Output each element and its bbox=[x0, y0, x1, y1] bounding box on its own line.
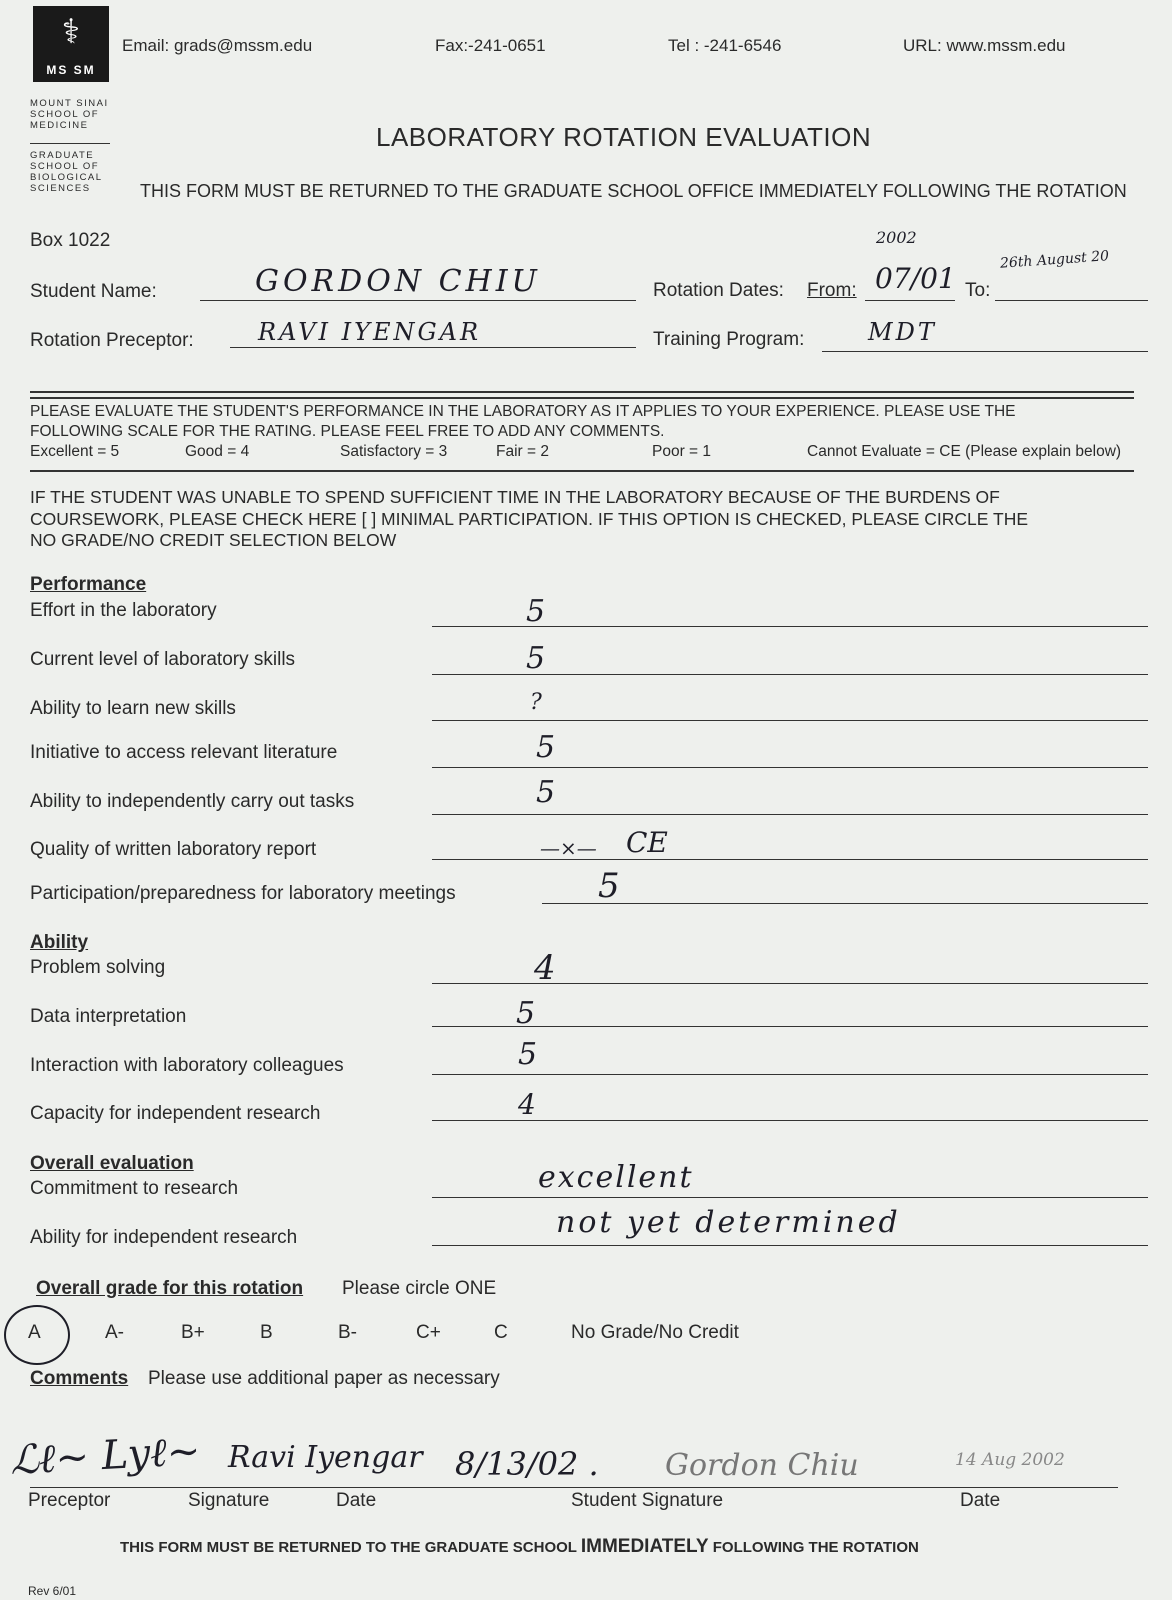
scale-poor: Poor = 1 bbox=[652, 443, 712, 460]
comments-instruction: Please use additional paper as necessary bbox=[148, 1368, 500, 1389]
grade-option-b-minus[interactable]: B- bbox=[338, 1322, 357, 1343]
to-label: To: bbox=[965, 280, 991, 301]
from-label: From: bbox=[807, 280, 857, 301]
overall-ability-value: not yet determined bbox=[556, 1205, 901, 1240]
year-note: 2002 bbox=[876, 228, 917, 247]
overall-commitment-value: excellent bbox=[538, 1160, 694, 1195]
graduate-school-name: GRADUATE SCHOOL OF BIOLOGICAL SCIENCES bbox=[30, 150, 103, 194]
form-title: LABORATORY ROTATION EVALUATION bbox=[376, 122, 872, 152]
perf-report-value: CE bbox=[626, 826, 668, 859]
ability-problem-value: 4 bbox=[534, 948, 556, 988]
ability-problem-label: Problem solving bbox=[30, 957, 166, 978]
scale-cannot-evaluate: Cannot Evaluate = CE (Please explain below) bbox=[807, 443, 1122, 460]
grade-option-a-minus[interactable]: A- bbox=[105, 1322, 124, 1343]
preceptor-label: Rotation Preceptor: bbox=[30, 330, 194, 351]
perf-meetings-value: 5 bbox=[598, 866, 620, 906]
preceptor-value: RAVI IYENGAR bbox=[258, 318, 482, 346]
student-name-label: Student Name: bbox=[30, 281, 157, 302]
perf-report-label: Quality of written laboratory report bbox=[30, 839, 317, 860]
preceptor-signature: ℒℓ~ Lyℓ~ bbox=[8, 1428, 202, 1484]
ability-interaction-label: Interaction with laboratory colleagues bbox=[30, 1055, 344, 1076]
overall-commitment-label: Commitment to research bbox=[30, 1178, 239, 1199]
grade-option-no-grade[interactable]: No Grade/No Credit bbox=[571, 1322, 739, 1343]
instructions-line-1: PLEASE EVALUATE THE STUDENT'S PERFORMANCE IN THE LABORATORY AS IT APPLIES TO YOUR EXPERIENCE. PLEASE USE THE bbox=[30, 403, 1016, 420]
grade-option-a[interactable]: A bbox=[28, 1322, 41, 1343]
signature-label: Signature bbox=[188, 1490, 270, 1511]
ability-data-label: Data interpretation bbox=[30, 1006, 187, 1027]
student-name-value: GORDON CHIU bbox=[255, 264, 541, 299]
grade-option-b[interactable]: B bbox=[260, 1322, 273, 1343]
preceptor-sig-label: Preceptor bbox=[28, 1490, 111, 1511]
student-signature-label: Student Signature bbox=[571, 1490, 724, 1511]
contact-url: URL: www.mssm.edu bbox=[903, 36, 1066, 55]
overall-ability-label: Ability for independent research bbox=[30, 1227, 298, 1248]
grade-instruction: Please circle ONE bbox=[342, 1278, 497, 1299]
grade-option-c[interactable]: C bbox=[494, 1322, 508, 1343]
box-number: Box 1022 bbox=[30, 230, 111, 251]
overall-heading: Overall evaluation bbox=[30, 1153, 194, 1174]
grade-heading: Overall grade for this rotation bbox=[36, 1278, 304, 1299]
minimal-line-2: COURSEWORK, PLEASE CHECK HERE [ ] MINIMAL PARTICIPATION. IF THIS OPTION IS CHECKED, PLEASE CIRCLE THE bbox=[30, 509, 1029, 529]
perf-skills-value: 5 bbox=[526, 641, 546, 676]
scale-excellent: Excellent = 5 bbox=[30, 443, 120, 460]
perf-tasks-label: Ability to independently carry out tasks bbox=[30, 791, 355, 812]
preceptor-sign-date: 8/13/02 . bbox=[455, 1445, 599, 1483]
scale-good: Good = 4 bbox=[185, 443, 250, 460]
scale-fair: Fair = 2 bbox=[496, 443, 549, 460]
revision-label: Rev 6/01 bbox=[28, 1584, 77, 1598]
date-label: Date bbox=[336, 1490, 377, 1511]
student-date-label: Date bbox=[960, 1490, 1001, 1511]
grade-option-b-plus[interactable]: B+ bbox=[181, 1322, 205, 1343]
contact-fax: Fax:-241-0651 bbox=[435, 36, 546, 55]
perf-effort-value: 5 bbox=[526, 594, 546, 629]
ability-data-value: 5 bbox=[516, 996, 536, 1031]
preceptor-printed-name: Ravi Iyengar bbox=[228, 1440, 423, 1475]
school-name: MOUNT SINAI SCHOOL OF MEDICINE bbox=[30, 98, 109, 131]
student-sign-date: 14 Aug 2002 bbox=[955, 1450, 1065, 1470]
comments-heading: Comments bbox=[30, 1368, 129, 1389]
from-date-value: 07/01 bbox=[875, 262, 956, 295]
grade-option-c-plus[interactable]: C+ bbox=[416, 1322, 441, 1343]
perf-learn-value: ? bbox=[530, 690, 542, 715]
logo-mark: MS SM bbox=[46, 63, 96, 77]
caduceus-icon: ⚕ bbox=[61, 13, 81, 51]
footer-notice: THIS FORM MUST BE RETURNED TO THE GRADUATE SCHOOL IMMEDIATELY FOLLOWING THE ROTATION bbox=[120, 1536, 919, 1557]
rotation-dates-label: Rotation Dates: bbox=[653, 280, 784, 301]
to-date-value: 26th August 20 bbox=[999, 248, 1110, 272]
training-program-value: MDT bbox=[868, 318, 937, 346]
minimal-line-1: IF THE STUDENT WAS UNABLE TO SPEND SUFFICIENT TIME IN THE LABORATORY BECAUSE OF THE BURDENS OF bbox=[30, 487, 1000, 507]
minimal-line-3: NO GRADE/NO CREDIT SELECTION BELOW bbox=[30, 530, 397, 550]
training-program-label: Training Program: bbox=[653, 329, 805, 350]
ability-interaction-value: 5 bbox=[518, 1037, 538, 1072]
ability-capacity-value: 4 bbox=[518, 1088, 536, 1121]
perf-skills-label: Current level of laboratory skills bbox=[30, 649, 296, 670]
perf-tasks-value: 5 bbox=[536, 775, 556, 810]
return-notice: THIS FORM MUST BE RETURNED TO THE GRADUATE SCHOOL OFFICE IMMEDIATELY FOLLOWING THE ROTATION bbox=[140, 181, 1127, 201]
perf-literature-label: Initiative to access relevant literature bbox=[30, 742, 338, 763]
ability-heading: Ability bbox=[30, 932, 89, 953]
student-signature-value: Gordon Chiu bbox=[665, 1448, 859, 1483]
perf-literature-value: 5 bbox=[536, 730, 556, 765]
contact-tel: Tel : -241-6546 bbox=[668, 36, 782, 55]
performance-heading: Performance bbox=[30, 574, 147, 595]
instructions-line-2: FOLLOWING SCALE FOR THE RATING. PLEASE FEEL FREE TO ADD ANY COMMENTS. bbox=[30, 423, 665, 440]
scale-satisfactory: Satisfactory = 3 bbox=[340, 443, 448, 460]
perf-report-strike: —×— bbox=[540, 836, 597, 860]
perf-effort-label: Effort in the laboratory bbox=[30, 600, 217, 621]
mssm-logo bbox=[33, 6, 109, 82]
perf-learn-label: Ability to learn new skills bbox=[30, 698, 236, 719]
perf-meetings-label: Participation/preparedness for laboratory meetings bbox=[30, 883, 456, 904]
ability-capacity-label: Capacity for independent research bbox=[30, 1103, 321, 1124]
contact-email: Email: grads@mssm.edu bbox=[122, 36, 313, 55]
